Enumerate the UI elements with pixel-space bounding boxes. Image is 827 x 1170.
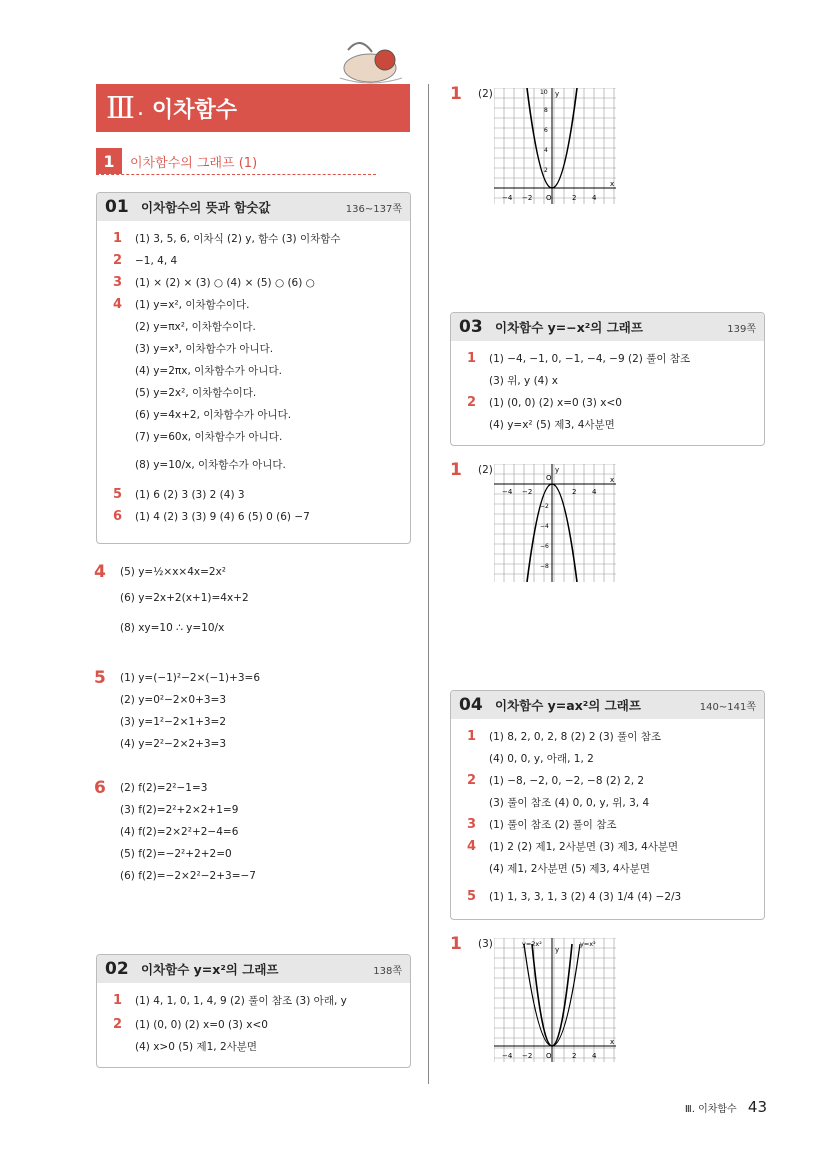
solution-line: (2) y=0²−2×0+3=3 [120, 694, 227, 706]
solution-line: (2) f(2)=2²−1=3 [120, 782, 208, 794]
box-pages: 138쪽 [373, 965, 402, 977]
box-03 [450, 312, 765, 446]
box-pages: 136~137쪽 [345, 203, 402, 215]
graph-upward-parabola [494, 88, 616, 204]
box-number: 02 [105, 959, 129, 979]
chapter-roman: Ⅲ [106, 90, 135, 126]
solution-number: 6 [94, 778, 106, 798]
solution-line: (8) xy=10 ∴ y=10/x [120, 622, 225, 634]
tick-label: O [546, 1052, 552, 1060]
answer-row: 3 (1) 풀이 참조 (2) 풀이 참조 [467, 817, 617, 832]
solution-number: 1 [450, 934, 462, 954]
tick-label: 8 [544, 107, 548, 114]
answer-row: 3 (1) × (2) × (3) ○ (4) × (5) ○ (6) ○ [113, 275, 315, 290]
tick-label: −4 [502, 488, 513, 496]
solution-line: (4) f(2)=2×2²+2−4=6 [120, 826, 239, 838]
answer-row: 2 −1, 4, 4 [113, 253, 178, 268]
answer-row: (4) x>0 (5) 제1, 2사분면 [135, 1041, 258, 1053]
solution-line: (4) y=2²−2×2+3=3 [120, 738, 227, 750]
answer-row: 1 (1) 8, 2, 0, 2, 8 (2) 2 (3) 풀이 참조 [467, 729, 662, 744]
answer-row: (4) 제1, 2사분면 (5) 제3, 4사분면 [489, 863, 650, 875]
box-number: 03 [459, 317, 483, 337]
axis-label: x [610, 180, 615, 188]
answer-row: 1 (1) 3, 5, 6, 이차식 (2) y, 함수 (3) 이차함수 [113, 231, 341, 246]
footer-chapter: Ⅲ. 이차함수 [684, 1104, 737, 1115]
solution-line: (6) y=2x+2(x+1)=4x+2 [120, 592, 249, 604]
box-02 [96, 954, 411, 1068]
axis-label: y [555, 90, 560, 98]
tick-label: 4 [592, 1052, 597, 1060]
box-pages: 140~141쪽 [699, 701, 756, 713]
answer-row: (8) y=10/x, 이차함수가 아니다. [135, 459, 286, 471]
box-01 [96, 192, 411, 544]
box-number: 01 [105, 197, 129, 217]
box-header [97, 193, 410, 221]
solution-number: 4 [94, 562, 106, 582]
graph-downward-parabola [494, 464, 616, 582]
answer-row: 1 (1) 4, 1, 0, 1, 4, 9 (2) 풀이 참조 (3) 아래, y [113, 993, 347, 1008]
tick-label: −4 [502, 194, 513, 202]
tick-label: −2 [540, 503, 549, 510]
tick-label: −4 [502, 1052, 513, 1060]
tick-label: 2 [572, 194, 577, 202]
answer-row: 6 (1) 4 (2) 3 (3) 9 (4) 6 (5) 0 (6) −7 [113, 509, 310, 524]
graph-two-parabolas [494, 938, 616, 1062]
solution-line: (1) y=(−1)²−2×(−1)+3=6 [120, 672, 261, 684]
tick-label: −2 [522, 488, 533, 496]
answer-row: 2 (1) (0, 0) (2) x=0 (3) x<0 [467, 395, 622, 410]
curve-label: y=x² [580, 940, 596, 948]
box-header [451, 691, 764, 719]
box-title: 이차함수의 뜻과 함숫값 [141, 200, 271, 215]
answer-row: 4 (1) y=x², 이차함수이다. [113, 297, 250, 312]
chapter-title: 이차함수 [151, 97, 237, 123]
graph-part: (2) [478, 88, 493, 100]
section-heading [96, 148, 376, 175]
box-pages: 139쪽 [727, 323, 756, 335]
answer-row: (3) y=x³, 이차함수가 아니다. [135, 343, 274, 355]
axis-label: y [555, 946, 560, 954]
tick-label: 2 [572, 1052, 577, 1060]
box-title: 이차함수 y=−x²의 그래프 [495, 320, 643, 335]
axis-label: y [555, 466, 560, 474]
answer-row: 2 (1) (0, 0) (2) x=0 (3) x<0 [113, 1017, 268, 1032]
mascot-illustration [330, 30, 410, 90]
tick-label: 6 [544, 127, 548, 134]
box-header [451, 313, 764, 341]
answer-row: (2) y=πx², 이차함수이다. [135, 321, 256, 333]
box-title: 이차함수 y=ax²의 그래프 [495, 698, 641, 713]
column-divider [428, 84, 429, 1084]
answer-row: (6) y=4x+2, 이차함수가 아니다. [135, 409, 292, 421]
tick-label: −2 [522, 194, 533, 202]
tick-label: 2 [544, 167, 548, 174]
answer-row: (7) y=60x, 이차함수가 아니다. [135, 431, 283, 443]
answer-row: (4) y=2πx, 이차함수가 아니다. [135, 365, 282, 377]
answer-row: 5 (1) 6 (2) 3 (3) 2 (4) 3 [113, 487, 245, 502]
tick-label: −4 [540, 523, 549, 530]
tick-label: 4 [592, 488, 597, 496]
answer-row: (4) 0, 0, y, 아래, 1, 2 [489, 753, 594, 765]
box-number: 04 [459, 695, 483, 715]
tick-label: O [546, 474, 552, 482]
box-04 [450, 690, 765, 920]
page-footer [685, 1098, 767, 1116]
solution-line: (5) y=½×x×4x=2x² [120, 566, 227, 578]
solution-number: 1 [450, 460, 462, 480]
solution-number: 1 [450, 84, 462, 104]
answer-row: 1 (1) −4, −1, 0, −1, −4, −9 (2) 풀이 참조 [467, 351, 691, 366]
solution-number: 5 [94, 668, 106, 688]
graph-part: (2) [478, 464, 493, 476]
solution-line: (3) f(2)=2²+2×2+1=9 [120, 804, 239, 816]
tick-label: 10 [540, 89, 548, 96]
answer-row: 5 (1) 1, 3, 3, 1, 3 (2) 4 (3) 1/4 (4) −2/3 [467, 889, 682, 904]
tick-label: 4 [544, 147, 548, 154]
page-number: 43 [747, 1098, 767, 1116]
box-header [97, 955, 410, 983]
answer-row: (4) y=x² (5) 제3, 4사분면 [489, 419, 615, 431]
graph-part: (3) [478, 938, 493, 950]
tick-label: 4 [592, 194, 597, 202]
box-title: 이차함수 y=x²의 그래프 [141, 962, 279, 977]
answer-row: 2 (1) −8, −2, 0, −2, −8 (2) 2, 2 [467, 773, 645, 788]
tick-label: −8 [540, 563, 549, 570]
tick-label: −6 [540, 543, 549, 550]
tick-label: 2 [572, 488, 577, 496]
answer-row: (3) 풀이 참조 (4) 0, 0, y, 위, 3, 4 [489, 797, 650, 809]
axis-label: x [610, 476, 615, 484]
solution-line: (5) f(2)=−2²+2+2=0 [120, 848, 232, 860]
axis-label: x [610, 1038, 615, 1046]
tick-label: −2 [522, 1052, 533, 1060]
tick-label: O [546, 194, 552, 202]
curve-label: y=2x² [522, 940, 542, 948]
section-label: 이차함수의 그래프 (1) [130, 155, 258, 171]
section-number: 1 [96, 148, 122, 174]
chapter-banner: Ⅲ . 이차함수 [96, 84, 410, 132]
answer-row: (5) y=2x², 이차함수이다. [135, 387, 257, 399]
solution-line: (6) f(2)=−2×2²−2+3=−7 [120, 870, 256, 882]
answer-row: 4 (1) 2 (2) 제1, 2사분면 (3) 제3, 4사분면 [467, 839, 679, 854]
answer-row: (3) 위, y (4) x [489, 375, 559, 387]
solution-line: (3) y=1²−2×1+3=2 [120, 716, 227, 728]
